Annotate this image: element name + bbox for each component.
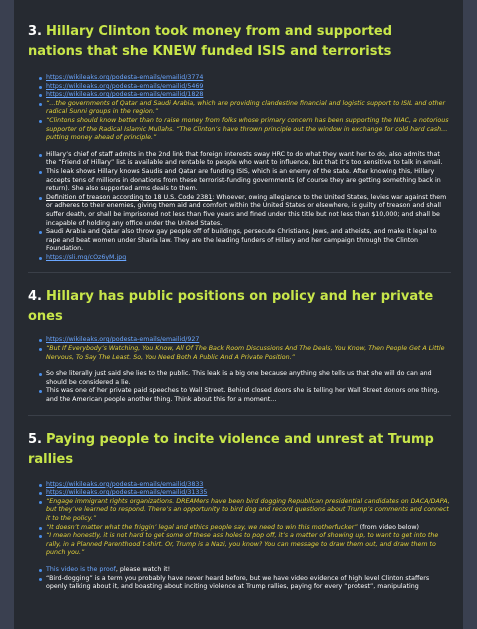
note-text: , please watch it! <box>115 565 171 573</box>
list-item <box>46 100 451 117</box>
video-proof-link[interactable]: This video is the proof <box>46 565 116 573</box>
list-item <box>46 481 451 490</box>
list-item <box>46 489 451 498</box>
list-item <box>46 566 451 575</box>
section-title: Paying people to incite violence and unrest at Trump rallies <box>28 431 434 467</box>
section-3-sources <box>28 74 451 143</box>
note-text: Saudi Arabia and Qatar also throw gay people off of buildings, persecute Christians, Jews, and atheists, and make it legal to rape and beat women under Sharia law. They are the leading funders of Hillary and her campaign through the Clinton Foundation. <box>46 228 437 253</box>
quote-text: “But If Everybody’s Watching, You Know, All Of The Back Room Discussions And The Deals, You Know, Then People Get A Little Nervous, To Say The Least. So, You Need Both A Public And A Private Position.” <box>46 345 445 361</box>
image-link[interactable]: https://sli.mg/cOz6yM.jpg <box>46 253 127 261</box>
list-item <box>46 91 451 100</box>
section-4-sources <box>28 336 451 362</box>
section-title: Hillary Clinton took money from and supported nations that she KNEW funded ISIS and terrorists <box>28 24 393 59</box>
quote-text: “It doesn’t matter what the friggin’ legal and ethics people say, we need to win this motherfucker” <box>46 523 358 531</box>
quote-text: “Engage immigrant rights organizations. DREAMers have been bird dogging Republican presidential candidates on DACA/DAPA, but they’ve learned to respond. There’s an opportunity to bird dog and record questions about Trump’s comments and connect it to the policy.” <box>46 497 450 522</box>
source-link[interactable]: https://wikileaks.org/podesta-emails/emailid/927 <box>46 336 200 344</box>
section-number: 5. <box>28 431 42 447</box>
list-item <box>46 336 451 345</box>
source-link[interactable]: https://wikileaks.org/podesta-emails/emailid/5469 <box>46 82 204 90</box>
section-divider <box>28 415 451 416</box>
quote-source: (from video below) <box>357 523 420 531</box>
list-item <box>46 345 451 362</box>
list-item <box>46 498 451 524</box>
list-item <box>46 254 451 263</box>
quote-text: “Clintons should know better than to raise money from folks whose primary concern has been supporting the NIAC, a notorious supporter of the Radical Islamic Mullahs. “The Clinton’s have thrown principle out the window in exchange for cold hard cash…putting money ahead of principle.” <box>46 116 449 142</box>
section-title: Hillary has public positions on policy and her private ones <box>28 289 434 325</box>
list-item <box>46 387 451 404</box>
list-item <box>46 524 451 533</box>
quote-text: “I mean honestly, it is not hard to get some of these ass holes to pop off, it’s a matter of showing up, to want to get into the rally, in a Planned Parenthood t-shirt. Or, Trump is a Nazi, you know? You can message to draw them out, and draw them to punch you.” <box>46 532 439 557</box>
list-item <box>46 228 451 254</box>
list-item <box>46 168 451 194</box>
section-5-heading <box>28 430 451 470</box>
list-item <box>46 194 451 228</box>
treason-definition-link[interactable]: Definition of treason according to 18 U.S. Code 2381 <box>46 193 213 201</box>
note-text: So she literally just said she lies to the public. This leak is a big one because anything she tells us that she will do can and should be considered a lie. <box>46 370 432 386</box>
section-number: 3. <box>28 24 42 39</box>
list-item <box>46 74 451 83</box>
list-item <box>46 370 451 387</box>
source-link[interactable]: https://wikileaks.org/podesta-emails/emailid/31335 <box>46 489 208 497</box>
section-4-notes <box>28 370 451 404</box>
list-item <box>46 151 451 168</box>
section-divider <box>28 272 451 273</box>
section-number: 4. <box>28 289 42 305</box>
source-link[interactable]: https://wikileaks.org/podesta-emails/emailid/3774 <box>46 74 204 81</box>
note-text: This leak shows Hillary knows Saudis and Qatar are funding ISIS, which is an enemy of the state. After knowing this, Hillary accepts tens of millions in donations from these terrorist-funding governments (of course they are getting something back in return). She also supported arms deals to them. <box>46 167 441 193</box>
list-item <box>46 83 451 92</box>
list-item <box>46 117 451 143</box>
section-5-sources <box>28 481 451 558</box>
section-5-notes <box>28 566 451 592</box>
note-text: Hillary’s chief of staff admits in the 2nd link that foreign interests sway HRC to do what they want her to do, also admits that the “Friend of Hillary” list is available and rentable to people who want to influence, but that it’s too sensitive to talk in email. <box>46 150 443 167</box>
list-item <box>46 575 451 592</box>
list-item <box>46 532 451 558</box>
note-text: : Whoever, owing allegiance to the United States, levies war against them or adheres to their enemies, giving them aid and comfort within the United States or elsewhere, is guilty of treason and shall suffer death, or shall be imprisoned not less than five years and fined under this title but not less than $10,000; and shall be incapable of holding any office under the United States. <box>46 193 447 227</box>
note-text: “Bird-dogging” is a term you probably have never heard before, but we have video evidence of high level Clinton staffers openly talking about it, and boasting about inciting violence at Trump rallies, paying for every “protest”, manipulating <box>46 574 430 591</box>
source-link[interactable]: https://wikileaks.org/podesta-emails/emailid/3833 <box>46 480 204 488</box>
section-3-notes <box>28 151 451 263</box>
quote-text: “…the governments of Qatar and Saudi Arabia, which are providing clandestine financial and logistic support to ISIL and other radical Sunni groups in the region.” <box>46 99 446 116</box>
article-body <box>14 0 463 629</box>
section-4-heading <box>28 287 451 327</box>
section-3-heading <box>28 22 451 62</box>
note-text: This was one of her private paid speeches to Wall Street. Behind closed doors she is telling her Wall Street donors one thing, and the American people another thing. Think about this for a moment… <box>46 387 440 404</box>
source-link[interactable]: https://wikileaks.org/podesta-emails/emailid/1828 <box>46 91 204 99</box>
